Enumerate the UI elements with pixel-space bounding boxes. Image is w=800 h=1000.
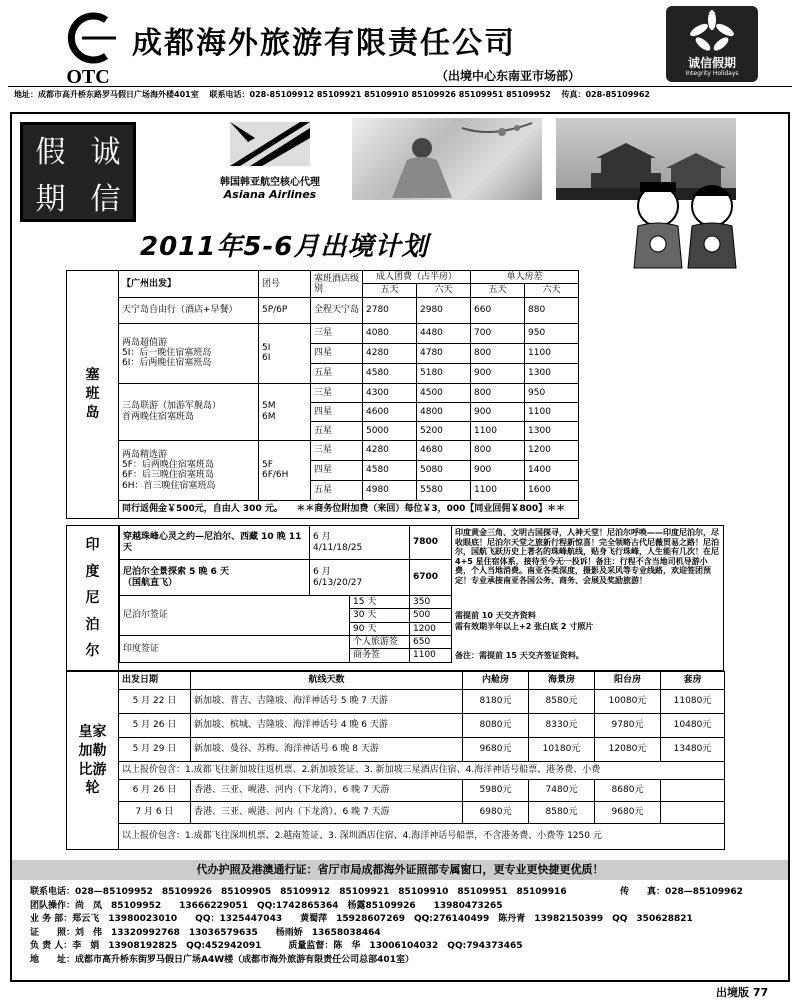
price: 1100	[471, 480, 525, 500]
cartoon-couple	[620, 176, 750, 270]
price: 900	[471, 402, 525, 421]
stamp-box	[20, 122, 136, 222]
col-balcony: 阳台房	[595, 672, 661, 690]
route-name: 天宁岛自由行（酒店+早餐）	[119, 297, 259, 323]
hotel-level: 四星	[311, 343, 363, 363]
route-line: 首两晚住宿塞班岛	[122, 411, 195, 422]
price: 900	[471, 363, 525, 383]
route-name: 香港、三亚、岘港、河内（下龙湾）、6 晚 7 天游	[191, 780, 463, 802]
visa-duration: 15 天	[350, 596, 410, 609]
col-single: 单人房差	[471, 271, 579, 284]
price: 2780	[363, 297, 417, 323]
col-sea: 海景房	[529, 672, 595, 690]
departure-date: 6 月 26 日	[119, 780, 191, 802]
price: 2980	[417, 297, 471, 323]
otc-logo-icon	[58, 8, 118, 68]
section-char: 尔	[85, 643, 100, 660]
stamp-char: 信	[90, 181, 121, 217]
visa-note-nepal: 需提前 10 天交齐资料 需有效期半年以上+2 张白底 2 寸照片	[455, 611, 594, 632]
group-code: 5P/6P	[259, 297, 311, 323]
price: 8580元	[529, 690, 595, 714]
group-line: 5I	[262, 342, 271, 353]
contact-value: 李 娟 13908192825 QQ:452942091 质量监督：陈 华 13006104032 QQ:794373465	[72, 941, 523, 951]
price: 950	[525, 383, 579, 402]
nepal-section	[66, 525, 724, 671]
price	[661, 802, 725, 824]
price: 11080元	[661, 690, 725, 714]
departure-date: 6 月 6/13/20/27	[310, 560, 410, 596]
price	[661, 780, 725, 802]
price: 1100	[525, 402, 579, 421]
table-row	[120, 526, 452, 560]
table-row	[67, 780, 725, 802]
price: 4600	[363, 402, 417, 421]
section-char: 塞	[85, 367, 100, 383]
logo-text: OTC	[66, 66, 110, 88]
contact-label: 证 照：	[30, 927, 76, 938]
brand-logo	[666, 6, 758, 82]
route-name: 尼泊尔全景探索 5 晚 6 天 （国航直飞）	[120, 560, 310, 596]
price: 4280	[363, 343, 417, 363]
price: 880	[525, 297, 579, 323]
contact-label: 联系电话：	[30, 887, 76, 897]
visa-duration: 90 天	[350, 622, 410, 635]
route-name: 新加坡、普吉、吉隆坡、海洋神话号 5 晚 7 天游	[191, 690, 463, 714]
price: 9680元	[595, 802, 661, 824]
hotel-level: 三星	[311, 323, 363, 343]
fairy-figure-icon	[352, 118, 542, 200]
price: 8330元	[529, 714, 595, 738]
table-row	[120, 596, 452, 609]
notice-bar: 代办护照及港澳通行证：省厅市局成都海外证照部专属窗口，更专业更快捷更优质！	[12, 860, 788, 880]
col-route: 航线天数	[191, 672, 463, 690]
route-line: 6H：首三晚住宿塞班岛	[122, 480, 216, 491]
contact-row	[30, 886, 780, 900]
contact-row	[30, 900, 780, 914]
route-line: 6I：后两晚住宿塞班岛	[122, 358, 212, 369]
photo-fairy	[352, 118, 542, 200]
col-adult-5d: 五天	[363, 284, 417, 297]
contact-label: 负 责 人：	[30, 941, 73, 951]
col-inside: 内舱房	[463, 672, 529, 690]
nepal-section-label	[67, 526, 119, 672]
price: 6700	[410, 560, 452, 596]
price: 1200	[525, 440, 579, 460]
asiana-logo	[200, 118, 340, 200]
group-line: 6I	[262, 353, 271, 364]
price: 10480元	[661, 714, 725, 738]
price: 9780元	[595, 714, 661, 738]
hotel-level: 四星	[311, 402, 363, 421]
hotel-level: 五星	[311, 421, 363, 440]
contact-value: 刘 伟 13320992768 13036579635 杨雨娇 13658038464	[75, 927, 381, 938]
contact-label: 地 址：	[30, 954, 76, 965]
price: 1300	[525, 363, 579, 383]
header-contact-line	[14, 89, 794, 100]
price: 800	[471, 440, 525, 460]
brand-cn: 诚信假期	[687, 56, 736, 70]
hotel-level: 三星	[311, 383, 363, 402]
hotel-level: 五星	[311, 480, 363, 500]
contact-value: 028—85109962	[665, 887, 743, 897]
group-line: 5M	[262, 401, 276, 412]
cruise-table	[66, 671, 725, 850]
cartoon-couple-icon	[620, 176, 750, 270]
price: 5080	[417, 460, 471, 480]
nepal-description: 印度黄金三角、文明古国探寻，人神天堂！尼泊尔呼唤——印度尼泊尔，尽收眼底！尼泊尔天堂之旅新行程新惊喜！完全领略古代尼薇贸易之路！尼泊尔，国航飞跃历史上著名的珠峰航线，贴身飞行珠峰，人生能有几次！在尼 4+5 星住宿体系，接待至今无一投诉！备注：行程不含当地司机导游小费，个人当地消费。南亚各类深度，摄影及采风等专业线路，欢迎签团预定！专业承接南亚各国公务、商务、会展及奖励旅游！	[455, 528, 719, 585]
price: 10080元	[595, 690, 661, 714]
price: 8180元	[463, 690, 529, 714]
route-line: 两岛超值游	[122, 337, 168, 348]
table-row	[67, 738, 725, 762]
price: 8680元	[595, 780, 661, 802]
contacts	[30, 886, 780, 967]
group-line: 6M	[262, 411, 276, 422]
price: 1600	[525, 480, 579, 500]
stamp-char: 期	[35, 181, 66, 217]
price: 800	[471, 343, 525, 363]
price: 4800	[417, 402, 471, 421]
price: 4680	[417, 440, 471, 460]
price: 5980元	[463, 780, 529, 802]
group-code	[259, 440, 311, 500]
group-code	[259, 383, 311, 440]
price: 1100	[525, 343, 579, 363]
hotel-level: 五星	[311, 363, 363, 383]
col-route: 【广州出发】	[119, 271, 259, 298]
price: 5180	[417, 363, 471, 383]
hotel-level: 三星	[311, 440, 363, 460]
table-row	[120, 560, 452, 596]
price: 4780	[417, 343, 471, 363]
stamp-char: 诚	[90, 134, 121, 170]
contact-label: 传 真：	[620, 887, 666, 897]
price: 8580元	[529, 802, 595, 824]
header	[0, 0, 800, 104]
page-number: 出境版 77	[716, 986, 769, 999]
route-name: 穿越珠峰心灵之约—尼泊尔、西藏 10 晚 11 天	[120, 526, 310, 560]
price: 5000	[363, 421, 417, 440]
route-name: 香港、三亚、岘港、河内（下龙湾）、6 晚 7 天游	[191, 802, 463, 824]
stamp-char: 假	[35, 134, 66, 170]
price: 4580	[363, 363, 417, 383]
price: 1200	[410, 622, 452, 635]
col-adult-6d: 六天	[417, 284, 471, 297]
route-line: 两岛精选游	[122, 449, 168, 460]
price: 1400	[525, 460, 579, 480]
price: 4280	[363, 440, 417, 460]
price: 7480元	[529, 780, 595, 802]
price: 650	[410, 636, 452, 649]
table-row	[67, 802, 725, 824]
section-char: 比游	[78, 761, 107, 778]
header-fax-label: 传真：	[561, 90, 586, 99]
route-name: 新加坡、槟城、吉隆坡、海洋神话号 4 晚 6 天游	[191, 714, 463, 738]
hotel-level: 四星	[311, 460, 363, 480]
price: 1100	[471, 421, 525, 440]
price: 1100	[410, 649, 452, 662]
contact-row	[30, 940, 780, 954]
contact-value: 郑云飞 13980023010 QQ：1325447043 黄蜀萍 15928607269 QQ:276140499 陈丹青 13982150399 QQ 350628821	[72, 914, 693, 924]
col-date: 出发日期	[119, 672, 191, 690]
table-row	[67, 690, 725, 714]
price: 950	[525, 323, 579, 343]
saipan-section-label	[67, 271, 119, 519]
col-group: 团号	[259, 271, 311, 298]
saipan-table	[66, 270, 725, 519]
cruise-section-label	[67, 672, 119, 850]
airline-en: Asiana Airlines	[223, 188, 317, 201]
visa-note-india: 备注：需提前 15 天交齐签证资料。	[455, 651, 584, 660]
contact-label: 团队操作：	[30, 900, 76, 911]
fax-group	[620, 886, 743, 900]
route-name: 新加坡、曼谷、苏梅、海洋神话号 6 晚 8 天游	[191, 738, 463, 762]
price: 1300	[525, 421, 579, 440]
section-char: 泊	[85, 616, 100, 633]
contact-value: 028—85109952 85109926 85109905 85109912 85109921 85109910 85109951 85109916	[75, 887, 567, 897]
price: 4300	[363, 383, 417, 402]
section-char: 岛	[85, 404, 100, 421]
price: 12080元	[595, 738, 661, 762]
price: 700	[471, 323, 525, 343]
price: 9680元	[463, 738, 529, 762]
col-hotel: 塞班酒店级别	[311, 271, 363, 298]
route-line: 6F：后三晚住宿塞班岛	[122, 470, 214, 481]
header-phones: 028-85109912 85109921 85109910 85109926 85109951 85109952	[249, 90, 551, 99]
contact-row	[30, 913, 780, 927]
header-phone-label: 联系电话：	[209, 90, 250, 99]
departure-date: 7 月 6 日	[119, 802, 191, 824]
section-char: 皇家	[78, 723, 107, 740]
visa-name: 印度签证	[120, 636, 350, 663]
col-single-6d: 六天	[525, 284, 579, 297]
price: 4980	[363, 480, 417, 500]
route-name	[119, 440, 259, 500]
price: 4580	[363, 460, 417, 480]
price: 4500	[417, 383, 471, 402]
col-single-5d: 五天	[471, 284, 525, 297]
price: 350	[410, 596, 452, 609]
header-divider	[8, 86, 792, 87]
contact-label: 业 务 部：	[30, 914, 73, 924]
route-line: 5F：后两晚住宿塞班岛	[122, 459, 214, 470]
departure-date: 5 月 26 日	[119, 714, 191, 738]
contact-row	[30, 927, 780, 941]
section-char: 轮	[85, 780, 100, 797]
section-char: 印	[85, 537, 100, 553]
nepal-table	[119, 525, 452, 663]
departure-date: 5 月 29 日	[119, 738, 191, 762]
price: 7800	[410, 526, 452, 560]
route-name	[119, 323, 259, 383]
cruise-note: 以上报价包含：1.成都飞往新加坡往返机票、2.新加坡签证、3. 新加坡三星酒店住宿、4.海洋神话号船票、港务费、小费	[119, 762, 725, 780]
route-line: 三岛联游（加游军舰岛）	[122, 401, 222, 412]
contact-value: 尚 凤 85109952 13666229051 QQ:1742865364 杨露85109926 13980473265	[75, 900, 503, 911]
visa-type: 商务签	[350, 649, 410, 662]
section-char: 班	[85, 385, 100, 402]
route-name	[119, 383, 259, 440]
price: 6980元	[463, 802, 529, 824]
departure-date: 6 月 4/11/18/25	[310, 526, 410, 560]
visa-duration: 30 天	[350, 609, 410, 622]
price: 4480	[417, 323, 471, 343]
route-line: 5I：后一晚住宿塞班岛	[122, 348, 212, 359]
price: 5200	[417, 421, 471, 440]
cruise-note: 以上报价包含：1.成都飞往深圳机票、2.越南签证、3. 深圳酒店住宿、4.海洋神话号船票，不含港务费、小费等 1250 元	[119, 824, 725, 850]
price: 13480元	[661, 738, 725, 762]
group-code	[259, 323, 311, 383]
airline-cn: 韩国韩亚航空核心代理	[220, 177, 320, 188]
header-fax: 028-85109962	[585, 90, 650, 99]
visa-type: 个人旅游签	[350, 636, 410, 649]
saipan-blank	[579, 271, 725, 519]
price: 660	[471, 297, 525, 323]
header-address: 地址：成都市高升桥东路罗马假日广场海外楼401室	[14, 90, 199, 99]
section-char: 尼	[85, 590, 100, 607]
contact-row	[30, 954, 780, 968]
brand-en: Integrity Holidays	[685, 70, 739, 77]
hotel-level: 全程天宁岛	[311, 297, 363, 323]
department: （出境中心东南亚市场部）	[436, 69, 581, 83]
group-line: 5F	[262, 459, 273, 470]
company-name: 成都海外旅游有限责任公司	[132, 26, 516, 61]
table-row	[67, 714, 725, 738]
section-char: 度	[85, 563, 100, 580]
price: 500	[410, 609, 452, 622]
col-suite: 套房	[661, 672, 725, 690]
plan-title: 2011年5-6月出境计划	[140, 232, 429, 262]
asiana-wing-icon	[200, 118, 340, 170]
col-adult: 成人团费（占半房）	[363, 271, 471, 284]
price: 10180元	[529, 738, 595, 762]
group-line: 6F/6H	[262, 470, 289, 481]
contact-value: 成都市高升桥东街罗马假日广场A4W楼（成都市海外旅游有限责任公司总部401室）	[75, 954, 414, 965]
table-row	[120, 636, 452, 649]
price: 4080	[363, 323, 417, 343]
price: 8080元	[463, 714, 529, 738]
section-char: 加勒	[78, 742, 107, 759]
visa-name: 尼泊尔签证	[120, 596, 350, 636]
saipan-footer: 同行返佣金￥500元，自由人 300 元。 ＊＊商务位附加费（来回）每位￥3，000【同业回佣￥800】＊＊	[119, 500, 579, 518]
flower-icon	[687, 10, 737, 54]
departure-date: 5 月 22 日	[119, 690, 191, 714]
price: 900	[471, 460, 525, 480]
price: 800	[471, 383, 525, 402]
price: 5580	[417, 480, 471, 500]
